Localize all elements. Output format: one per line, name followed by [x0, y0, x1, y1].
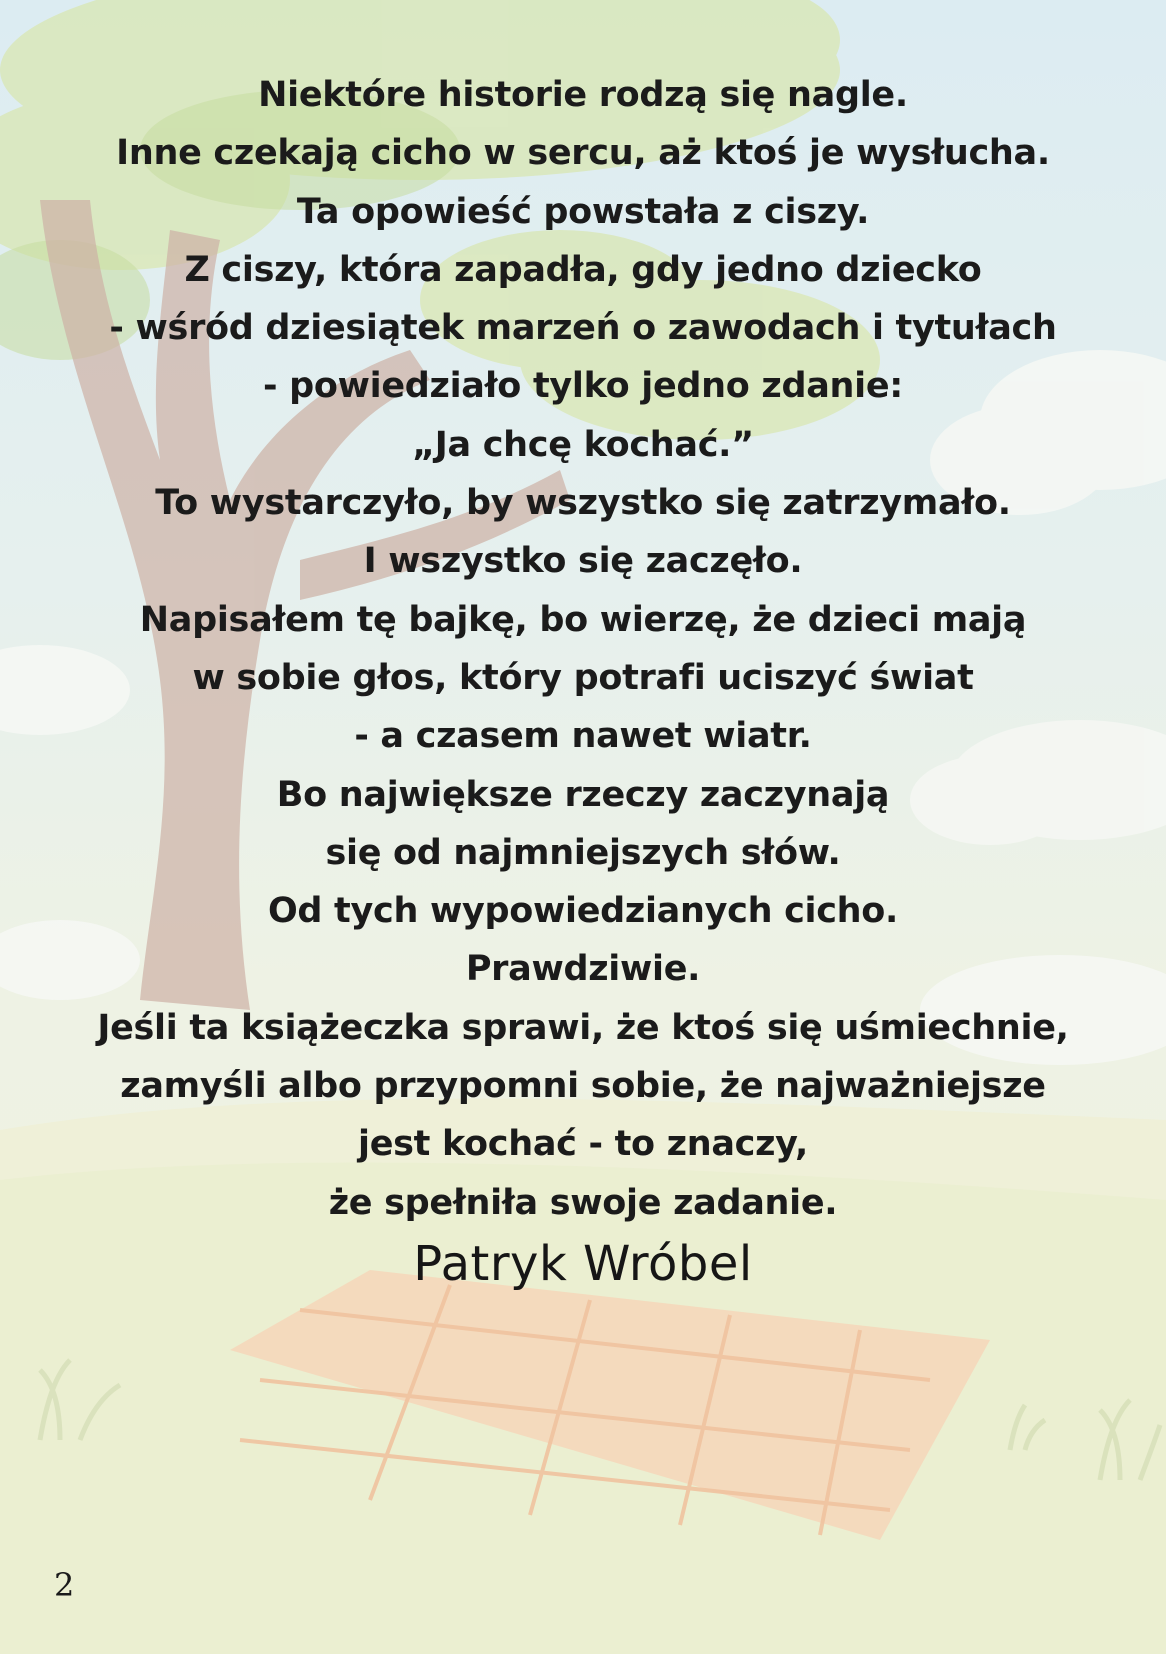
text-line: - a czasem nawet wiatr.	[354, 716, 812, 757]
text-line: Niektóre historie rodzą się nagle.	[258, 75, 908, 115]
text-line: - powiedziało tylko jedno zdanie:	[263, 366, 903, 407]
text-line: w sobie głos, który potrafi uciszyć świat	[192, 657, 974, 698]
text-line: zamyśli albo przypomni sobie, że najważniejsze	[120, 1066, 1046, 1107]
text-line: się od najmniejszych słów.	[325, 832, 841, 873]
text-line: Od tych wypowiedzianych cicho.	[267, 891, 899, 932]
text-line: „Ja chcę kochać.”	[412, 424, 754, 465]
text-line: - wśród dziesiątek marzeń o zawodach i tytułach	[109, 308, 1057, 349]
text-line: Bo największe rzeczy zaczynają	[276, 774, 890, 815]
text-line: Z ciszy, która zapadła, gdy jedno dziecko	[184, 249, 982, 290]
text-line: Inne czekają cicho w sercu, aż ktoś je wysłucha.	[116, 133, 1050, 174]
author-signature: Patryk Wróbel	[413, 1236, 753, 1292]
text-line: jest kochać - to znaczy,	[358, 1124, 808, 1165]
text-line: Napisałem tę bajkę, bo wierzę, że dzieci mają	[139, 599, 1027, 640]
text-line: że spełniła swoje zadanie.	[328, 1182, 838, 1223]
text-line: Prawdziwie.	[465, 949, 701, 990]
dedication-text	[0, 66, 1166, 1232]
text-line: Jeśli ta książeczka sprawi, że ktoś się uśmiechnie,	[97, 1007, 1069, 1048]
text-line: I wszystko się zaczęło.	[363, 541, 803, 582]
text-line: Ta opowieść powstała z ciszy.	[296, 191, 870, 232]
page-number: 2	[54, 1566, 75, 1604]
text-line: To wystarczyło, by wszystko się zatrzymało.	[155, 483, 1011, 524]
